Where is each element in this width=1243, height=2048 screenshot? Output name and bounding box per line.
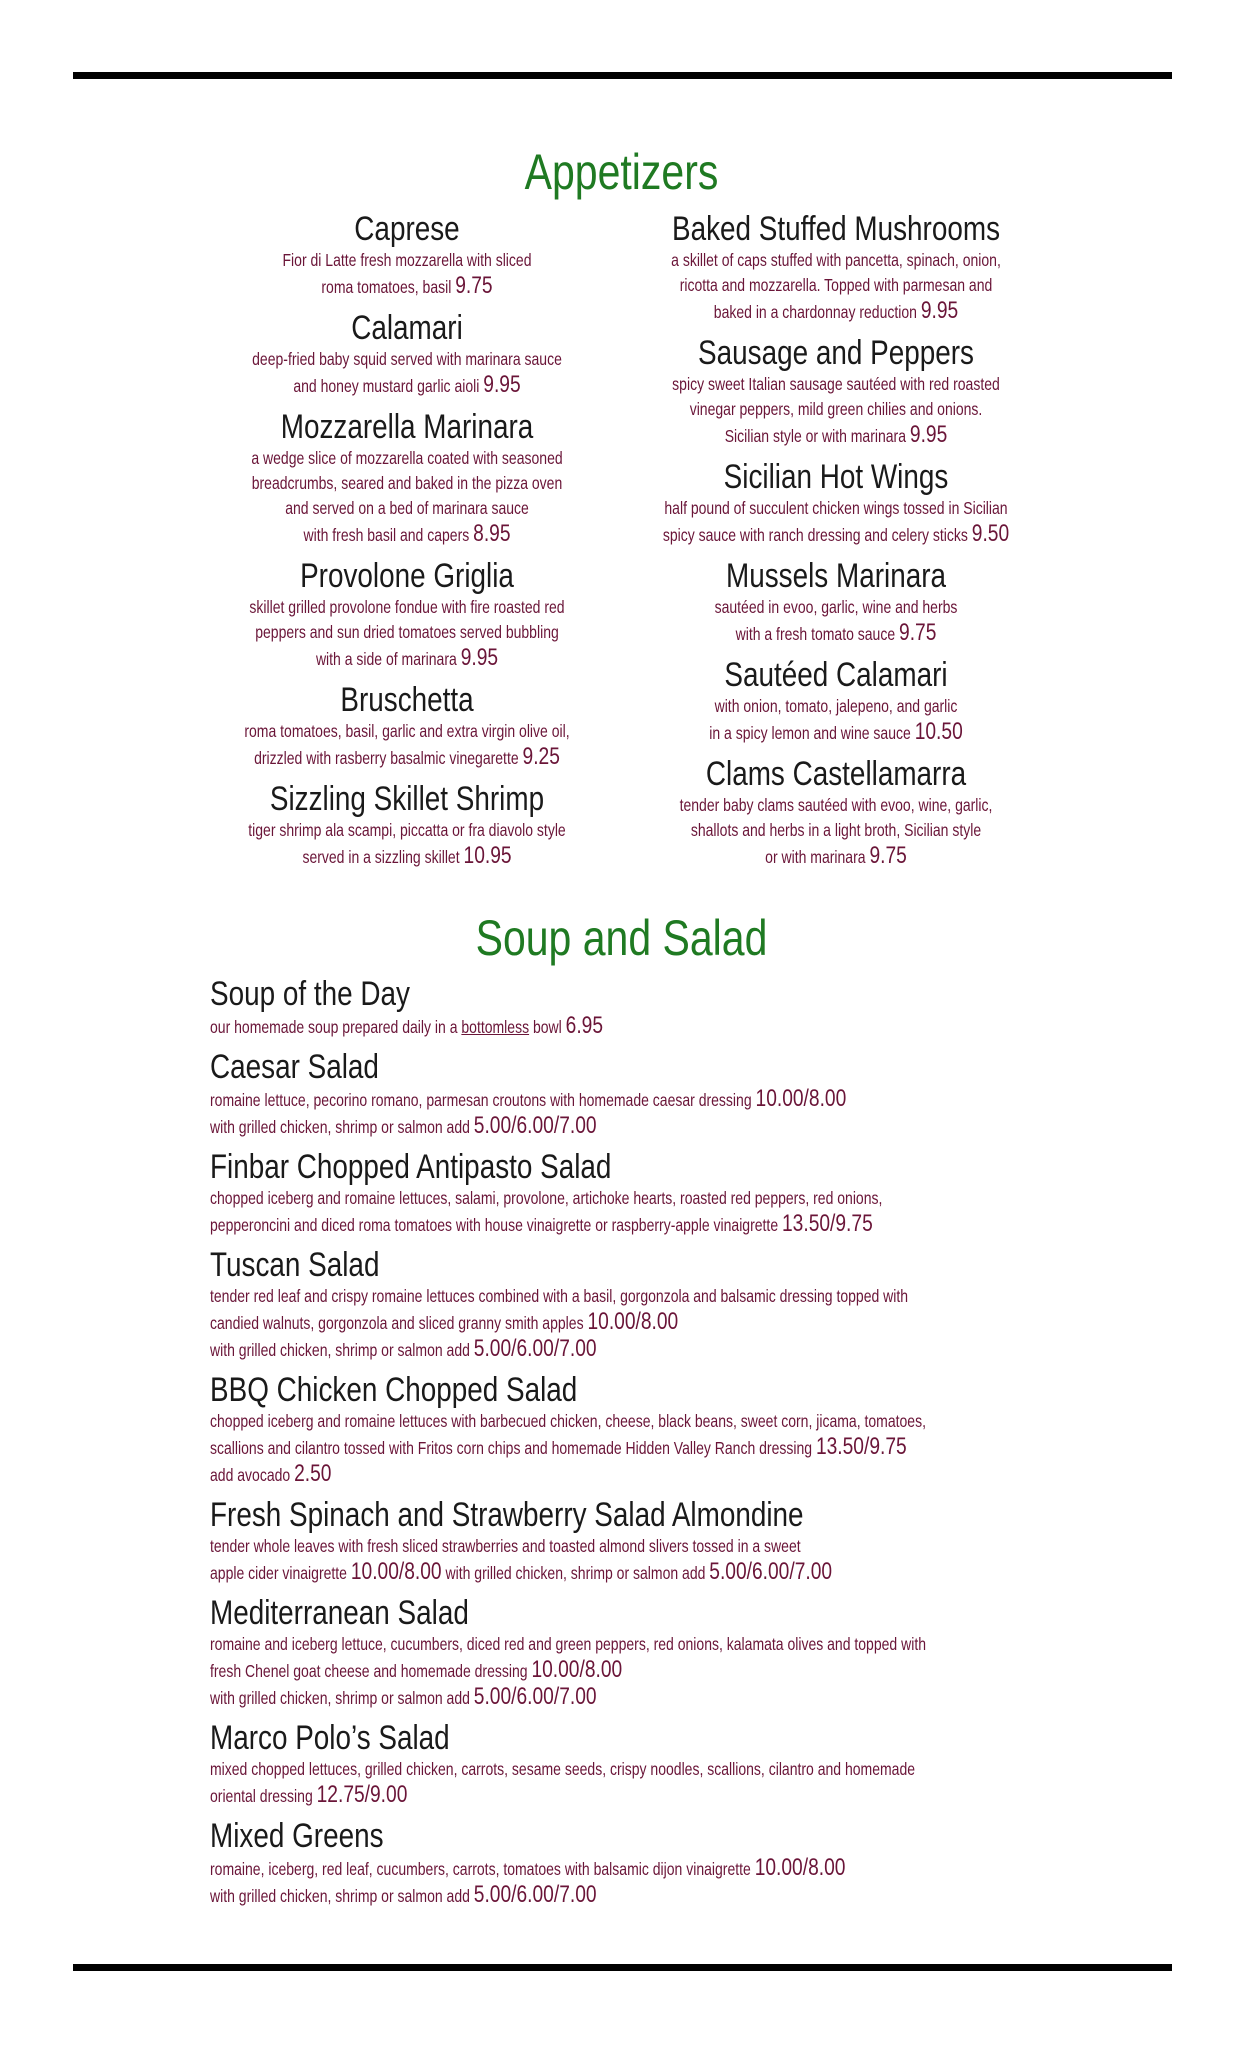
- menu-item: [172, 780, 642, 870]
- item-price: 9.75: [869, 842, 907, 869]
- item-price: 10.00/8.00: [754, 1854, 846, 1881]
- description-text: baked in a chardonnay reduction: [713, 302, 917, 322]
- item-price: 9.25: [522, 743, 560, 770]
- item-price: 9.75: [899, 619, 937, 646]
- description-text: served in a sizzling skillet: [302, 847, 460, 867]
- description-text: chopped iceberg and romaine lettuces with barbecued chicken, cheese, black beans, sweet corn, jicama, tomatoes,: [210, 1411, 926, 1431]
- item-name: Marco Polo’s Salad: [210, 1719, 450, 1757]
- description-line: [648, 397, 1024, 422]
- item-description: [210, 1855, 1110, 1909]
- item-name: Caesar Salad: [210, 1048, 379, 1086]
- description-text: chopped iceberg and romaine lettuces, salami, provolone, artichoke hearts, roasted red peppers, red onions,: [210, 1188, 883, 1208]
- menu-item: [172, 557, 642, 672]
- description-text: roma tomatoes, basil: [321, 277, 452, 297]
- description-text: tender whole leaves with fresh sliced strawberries and toasted almond slivers tossed in a sweet: [210, 1536, 801, 1556]
- description-line: [219, 595, 595, 620]
- item-description: [210, 1534, 1110, 1586]
- menu-item: [601, 755, 1071, 870]
- description-line: [210, 1409, 930, 1434]
- description-text: drizzled with rasberry basalmic vinegarette: [254, 748, 519, 768]
- description-line: [210, 1684, 930, 1711]
- description-text: skillet grilled provolone fondue with fire roasted red: [249, 597, 565, 617]
- description-line: [219, 496, 595, 521]
- description-text: with a side of marinara: [315, 649, 457, 669]
- description-line: [219, 645, 595, 672]
- item-name: Tuscan Salad: [210, 1246, 380, 1284]
- item-name: Sicilian Hot Wings: [723, 458, 949, 496]
- description-text: tiger shrimp ala scampi, piccatta or fra diavolo style: [248, 820, 566, 840]
- description-text: and served on a bed of marinara sauce: [285, 498, 529, 518]
- description-line: [210, 1434, 930, 1461]
- item-name: Baked Stuffed Mushrooms: [671, 210, 1001, 248]
- menu-item: [210, 1148, 1110, 1238]
- item-price: 5.00/6.00/7.00: [473, 1112, 597, 1139]
- description-line: [210, 1284, 930, 1309]
- item-name: Mixed Greens: [210, 1817, 384, 1855]
- menu-item: [210, 1594, 1110, 1711]
- soup-salad-heading: Soup and Salad: [475, 910, 768, 966]
- item-description: [601, 372, 1071, 449]
- description-line: [210, 1882, 930, 1909]
- item-price: 13.50/9.75: [782, 1210, 873, 1237]
- description-line: [648, 248, 1024, 273]
- description-text: romaine, iceberg, red leaf, cucumbers, carrots, tomatoes with balsamic dijon vinaigrette: [210, 1859, 755, 1879]
- item-price: 9.95: [460, 644, 499, 671]
- description-text: pepperoncini and diced roma tomatoes with house vinaigrette or raspberry-apple vinaigrette: [210, 1215, 782, 1235]
- description-line: [648, 521, 1024, 548]
- item-name: Bruschetta: [340, 681, 474, 719]
- item-name: BBQ Chicken Chopped Salad: [210, 1371, 578, 1409]
- description-text: peppers and sun dried tomatoes served bubbling: [255, 622, 559, 642]
- description-line: [648, 273, 1024, 298]
- description-line: [210, 1657, 930, 1684]
- appetizers-left-column: [172, 210, 642, 879]
- description-line: [219, 843, 595, 870]
- item-name: Calamari: [351, 309, 463, 347]
- description-text: with grilled chicken, shrimp or salmon add: [441, 1563, 710, 1583]
- item-price: 5.00/6.00/7.00: [473, 1335, 597, 1362]
- menu-item: [172, 309, 642, 399]
- item-name: Sizzling Skillet Shrimp: [269, 780, 545, 818]
- item-price: 9.50: [971, 520, 1010, 547]
- description-line: [219, 347, 595, 372]
- description-text: tender baby clams sautéed with evoo, wine, garlic,: [679, 795, 993, 815]
- item-price: 9.95: [483, 371, 521, 398]
- menu-item: [210, 1048, 1110, 1140]
- description-text: romaine and iceberg lettuce, cucumbers, diced red and green peppers, red onions, kalamata olives and topped with: [210, 1634, 926, 1654]
- description-text: sautéed in evoo, garlic, wine and herbs: [714, 597, 958, 617]
- item-name: Finbar Chopped Antipasto Salad: [210, 1148, 612, 1186]
- underlined-text: bottomless: [461, 1017, 530, 1037]
- description-text: half pound of succulent chicken wings tossed in Sicilian: [664, 498, 1008, 518]
- description-line: [648, 620, 1024, 647]
- item-name: Mussels Marinara: [725, 557, 947, 595]
- description-text: and honey mustard garlic aioli: [293, 376, 480, 396]
- menu-item: [601, 210, 1071, 325]
- item-name: Fresh Spinach and Strawberry Salad Almondine: [210, 1496, 804, 1534]
- appetizers-heading: Appetizers: [524, 144, 719, 200]
- description-line: [219, 744, 595, 771]
- description-text: ricotta and mozzarella. Topped with parmesan and: [679, 275, 993, 295]
- item-price: 12.75/9.00: [316, 1781, 408, 1808]
- description-text: fresh Chenel goat cheese and homemade dressing: [210, 1661, 532, 1681]
- description-text: deep-fried baby squid served with marinara sauce: [252, 349, 562, 369]
- description-text: spicy sauce with ranch dressing and celery sticks: [662, 525, 968, 545]
- description-line: [210, 1113, 930, 1140]
- description-text: scallions and cilantro tossed with Fritos corn chips and homemade Hidden Valley Ranch dressing: [210, 1438, 816, 1458]
- description-text: shallots and herbs in a light broth, Sicilian style: [690, 820, 982, 840]
- description-line: [210, 1336, 930, 1363]
- description-text: mixed chopped lettuces, grilled chicken, carrots, sesame seeds, crispy noodles, scallions, cilantro and homemade: [210, 1759, 916, 1779]
- description-text: add avocado: [210, 1465, 295, 1485]
- description-line: [210, 1309, 930, 1336]
- menu-item: [210, 1817, 1110, 1909]
- description-line: [648, 422, 1024, 449]
- description-line: [219, 521, 595, 548]
- item-description: [210, 1632, 1110, 1711]
- item-description: [172, 248, 642, 300]
- item-description: [210, 1086, 1110, 1140]
- item-description: [172, 347, 642, 399]
- top-rule: [73, 72, 1172, 79]
- item-description: [172, 595, 642, 672]
- description-line: [648, 298, 1024, 325]
- description-text: with fresh basil and capers: [303, 525, 470, 545]
- description-line: [210, 1782, 930, 1809]
- item-description: [601, 694, 1071, 746]
- item-description: [601, 793, 1071, 870]
- description-line: [210, 1013, 930, 1040]
- item-price: 6.95: [565, 1012, 604, 1039]
- description-text: with onion, tomato, jalepeno, and garlic: [714, 696, 958, 716]
- description-text: breadcrumbs, seared and baked in the pizza oven: [251, 473, 563, 493]
- item-name: Mozzarella Marinara: [280, 408, 534, 446]
- menu-item: [210, 1496, 1110, 1586]
- description-text: vinegar peppers, mild green chilies and onions.: [689, 399, 983, 419]
- description-line: [219, 273, 595, 300]
- description-line: [219, 471, 595, 496]
- item-price: 10.95: [463, 842, 512, 869]
- description-text: in a spicy lemon and wine sauce: [709, 723, 911, 743]
- description-text: with grilled chicken, shrimp or salmon add: [210, 1340, 474, 1360]
- description-line: [210, 1086, 930, 1113]
- description-line: [648, 372, 1024, 397]
- description-line: [210, 1534, 930, 1559]
- description-line: [210, 1757, 930, 1782]
- description-text: Sicilian style or with marinara: [724, 426, 906, 446]
- item-description: [210, 1757, 1110, 1809]
- description-line: [210, 1211, 930, 1238]
- description-line: [219, 818, 595, 843]
- menu-item: [172, 681, 642, 771]
- menu-item: [172, 408, 642, 548]
- item-description: [210, 1013, 1110, 1040]
- description-text: bowl: [529, 1017, 566, 1037]
- description-text: with grilled chicken, shrimp or salmon add: [210, 1688, 474, 1708]
- item-name: Soup of the Day: [210, 975, 410, 1013]
- menu-item: [601, 458, 1071, 548]
- description-line: [648, 843, 1024, 870]
- item-description: [601, 595, 1071, 647]
- description-line: [219, 719, 595, 744]
- description-line: [648, 719, 1024, 746]
- description-line: [210, 1855, 930, 1882]
- item-name: Mediterranean Salad: [210, 1594, 469, 1632]
- description-line: [219, 248, 595, 273]
- item-price: 9.75: [455, 272, 493, 299]
- item-description: [601, 496, 1071, 548]
- menu-item: [210, 1719, 1110, 1809]
- item-price: 9.95: [909, 421, 948, 448]
- item-name: Caprese: [354, 210, 460, 248]
- item-price: 5.00/6.00/7.00: [473, 1683, 597, 1710]
- menu-item: [172, 210, 642, 300]
- description-line: [210, 1186, 930, 1211]
- item-description: [210, 1284, 1110, 1363]
- description-line: [219, 446, 595, 471]
- description-line: [210, 1632, 930, 1657]
- description-line: [210, 1559, 930, 1586]
- menu-item: [210, 1371, 1110, 1488]
- item-price: 10.00/8.00: [350, 1558, 442, 1585]
- bottom-rule: [73, 1964, 1172, 1971]
- description-line: [648, 694, 1024, 719]
- description-text: tender red leaf and crispy romaine lettuces combined with a basil, gorgonzola and balsamic dressing topped with: [210, 1286, 909, 1306]
- description-line: [648, 793, 1024, 818]
- item-description: [210, 1186, 1110, 1238]
- description-text: oriental dressing: [210, 1786, 317, 1806]
- description-text: or with marinara: [765, 847, 866, 867]
- description-text: with grilled chicken, shrimp or salmon add: [210, 1117, 474, 1137]
- description-text: candied walnuts, gorgonzola and sliced granny smith apples: [210, 1313, 588, 1333]
- item-price: 10.00/8.00: [755, 1085, 847, 1112]
- description-text: our homemade soup prepared daily in a: [210, 1017, 462, 1037]
- item-description: [210, 1409, 1110, 1488]
- item-price: 13.50/9.75: [815, 1433, 907, 1460]
- description-text: with a fresh tomato sauce: [735, 624, 896, 644]
- soup-salad-list: [210, 975, 1110, 1917]
- item-price: 10.50: [914, 718, 963, 745]
- description-text: a skillet of caps stuffed with pancetta, spinach, onion,: [671, 250, 1001, 270]
- item-price: 10.00/8.00: [531, 1656, 623, 1683]
- description-text: apple cider vinaigrette: [210, 1563, 351, 1583]
- description-line: [219, 372, 595, 399]
- description-text: a wedge slice of mozzarella coated with seasoned: [251, 448, 563, 468]
- item-description: [172, 818, 642, 870]
- description-line: [648, 818, 1024, 843]
- description-text: romaine lettuce, pecorino romano, parmesan croutons with homemade caesar dressing: [210, 1090, 756, 1110]
- description-text: spicy sweet Italian sausage sautéed with red roasted: [672, 374, 1000, 394]
- menu-item: [601, 334, 1071, 449]
- appetizers-right-column: [601, 210, 1071, 879]
- item-price: 8.95: [473, 520, 511, 547]
- description-line: [210, 1461, 930, 1488]
- description-line: [648, 496, 1024, 521]
- item-name: Sausage and Peppers: [698, 334, 974, 372]
- item-description: [172, 446, 642, 548]
- item-price: 9.95: [920, 297, 959, 324]
- description-line: [219, 620, 595, 645]
- description-text: roma tomatoes, basil, garlic and extra virgin olive oil,: [244, 721, 570, 741]
- menu-item: [601, 557, 1071, 647]
- item-name: Clams Castellamarra: [705, 755, 967, 793]
- item-name: Provolone Griglia: [300, 557, 514, 595]
- item-price: 2.50: [294, 1460, 332, 1487]
- item-price: 5.00/6.00/7.00: [709, 1558, 833, 1585]
- item-description: [172, 719, 642, 771]
- description-text: with grilled chicken, shrimp or salmon add: [210, 1886, 474, 1906]
- item-price: 5.00/6.00/7.00: [473, 1881, 597, 1908]
- item-price: 10.00/8.00: [587, 1308, 679, 1335]
- description-text: Fior di Latte fresh mozzarella with sliced: [282, 250, 532, 270]
- menu-item: [210, 975, 1110, 1040]
- item-description: [601, 248, 1071, 325]
- item-name: Sautéed Calamari: [724, 656, 948, 694]
- menu-item: [210, 1246, 1110, 1363]
- menu-item: [601, 656, 1071, 746]
- description-line: [648, 595, 1024, 620]
